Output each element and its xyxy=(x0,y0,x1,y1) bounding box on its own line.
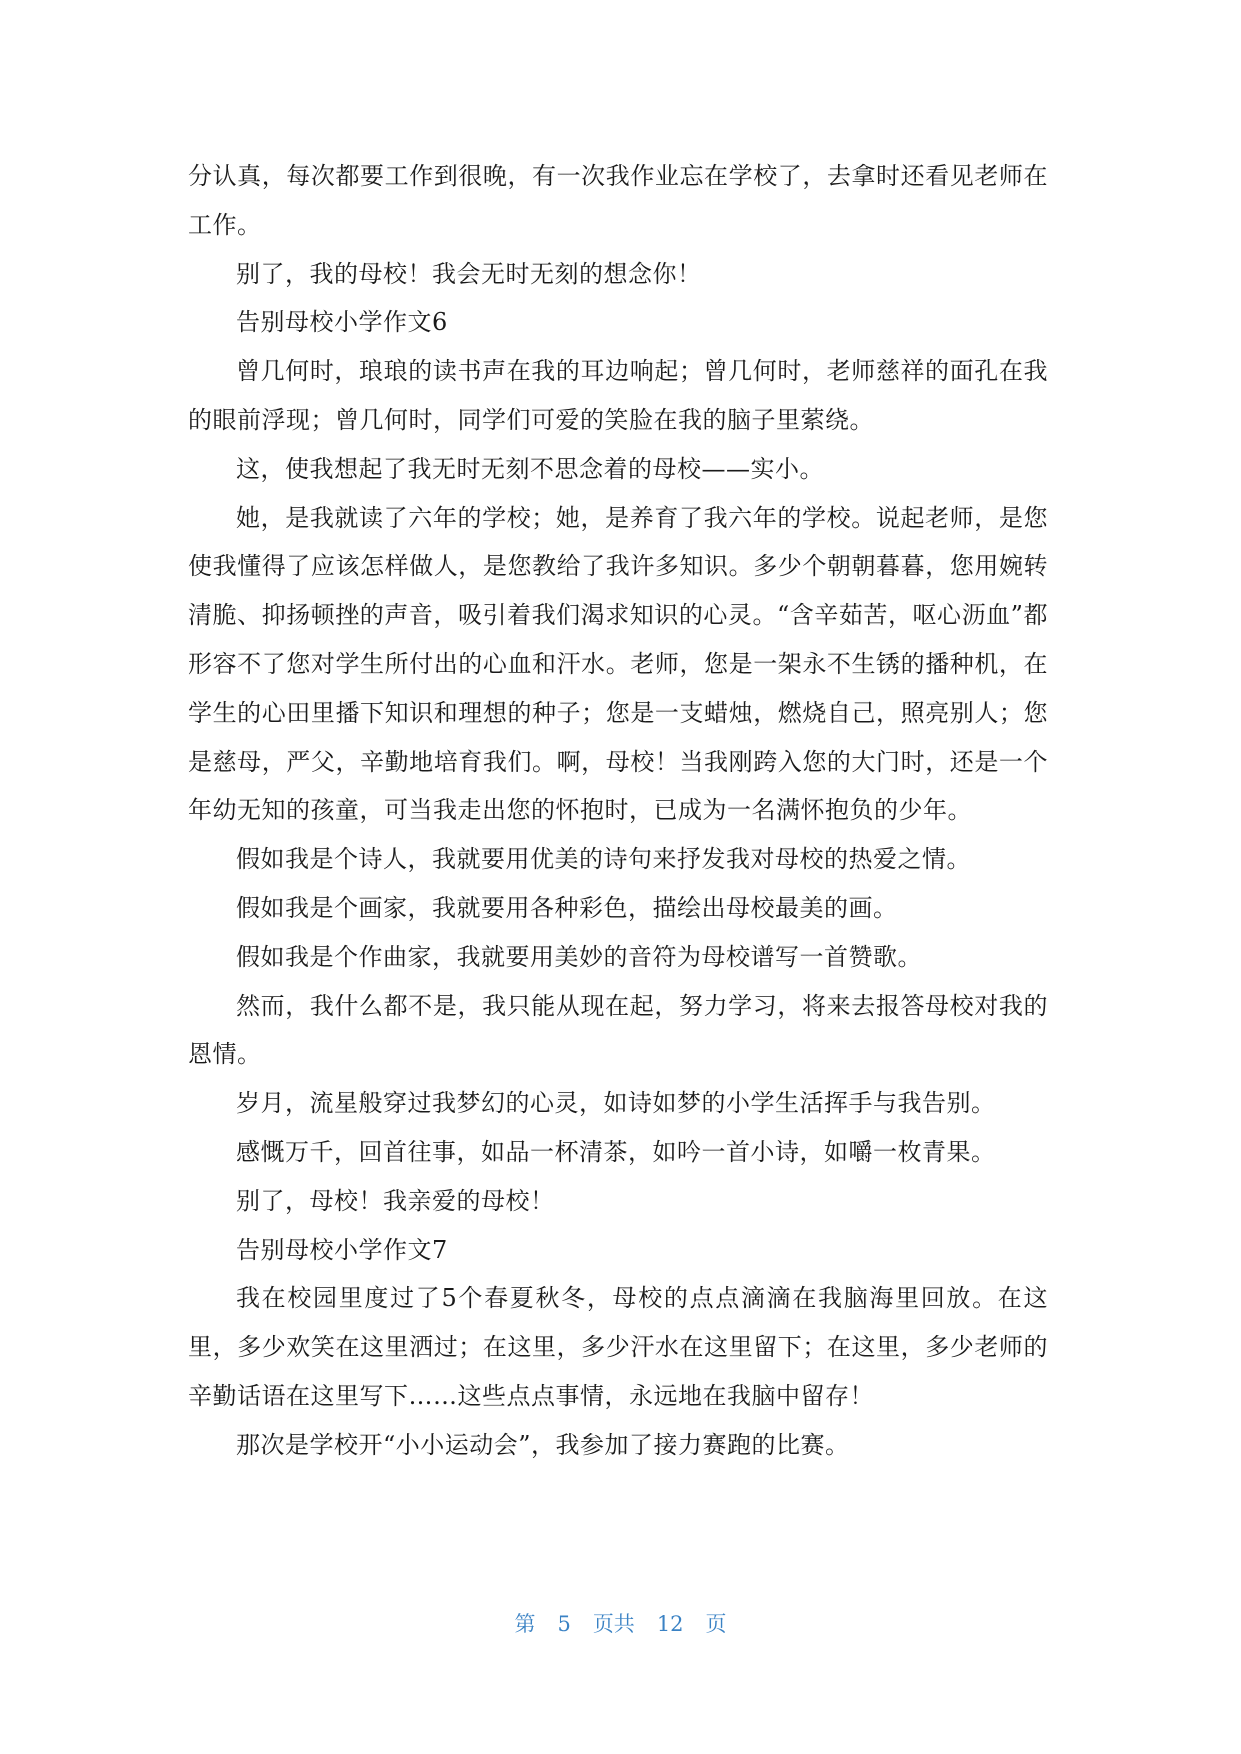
paragraph: 假如我是个作曲家，我就要用美妙的音符为母校谱写一首赞歌。 xyxy=(236,942,922,971)
paragraph: 这，使我想起了我无时无刻不思念着的母校——实小。 xyxy=(236,454,824,483)
section-heading: 告别母校小学作文6 xyxy=(236,308,448,337)
footer-suffix: 页 xyxy=(705,1612,727,1636)
paragraph: 假如我是个诗人，我就要用优美的诗句来抒发我对母校的热爱之情。 xyxy=(236,845,971,874)
paragraph: 分认真，每次都要工作到很晚，有一次我作业忘在学校了，去拿时还看见老师在工作。 xyxy=(188,162,1048,239)
paragraph: 我在校园里度过了5个春夏秋冬，母校的点点滴滴在我脑海里回放。在这里，多少欢笑在这里洒过；在这里，多少汗水在这里留下；在这里，多少老师的辛勤话语在这里写下……这些点点事情，永远地在我脑中留存！ xyxy=(188,1284,1048,1410)
paragraph: 那次是学校开“小小运动会”，我参加了接力赛跑的比赛。 xyxy=(236,1430,850,1459)
section-heading: 告别母校小学作文7 xyxy=(236,1235,448,1264)
paragraph: 曾几何时，琅琅的读书声在我的耳边响起；曾几何时，老师慈祥的面孔在我的眼前浮现；曾几何时，同学们可爱的笑脸在我的脑子里萦绕。 xyxy=(188,357,1048,434)
paragraph: 假如我是个画家，我就要用各种彩色，描绘出母校最美的画。 xyxy=(236,893,898,922)
footer-middle: 页共 xyxy=(592,1612,635,1636)
document-body xyxy=(188,152,1048,1470)
page-footer xyxy=(0,1608,1241,1638)
footer-total-pages: 12 xyxy=(656,1612,684,1636)
paragraph: 感慨万千，回首往事，如品一杯清茶，如吟一首小诗，如嚼一枚青果。 xyxy=(236,1137,996,1166)
paragraph: 她，是我就读了六年的学校；她，是养育了我六年的学校。说起老师，是您使我懂得了应该怎样做人，是您教给了我许多知识。多少个朝朝暮暮，您用婉转清脆、抑扬顿挫的声音，吸引着我们渴求知识的心灵。“含辛茹苦，呕心沥血”都形容不了您对学生所付出的心血和汗水。老师，您是一架永不生锈的播种机，在学生的心田里播下知识和理想的种子；您是一支蜡烛，燃烧自己，照亮别人；您是慈母，严父，辛勤地培育我们。啊，母校！当我刚跨入您的大门时，还是一个年幼无知的孩童，可当我走出您的怀抱时，已成为一名满怀抱负的少年。 xyxy=(188,503,1048,825)
paragraph: 然而，我什么都不是，我只能从现在起，努力学习，将来去报答母校对我的恩情。 xyxy=(188,991,1048,1069)
footer-page-number: 5 xyxy=(557,1612,571,1636)
footer-prefix: 第 xyxy=(514,1612,536,1636)
paragraph: 岁月，流星般穿过我梦幻的心灵，如诗如梦的小学生活挥手与我告别。 xyxy=(236,1089,996,1118)
paragraph: 别了，我的母校！我会无时无刻的想念你！ xyxy=(236,259,702,288)
paragraph: 别了，母校！我亲爱的母校！ xyxy=(236,1186,555,1215)
